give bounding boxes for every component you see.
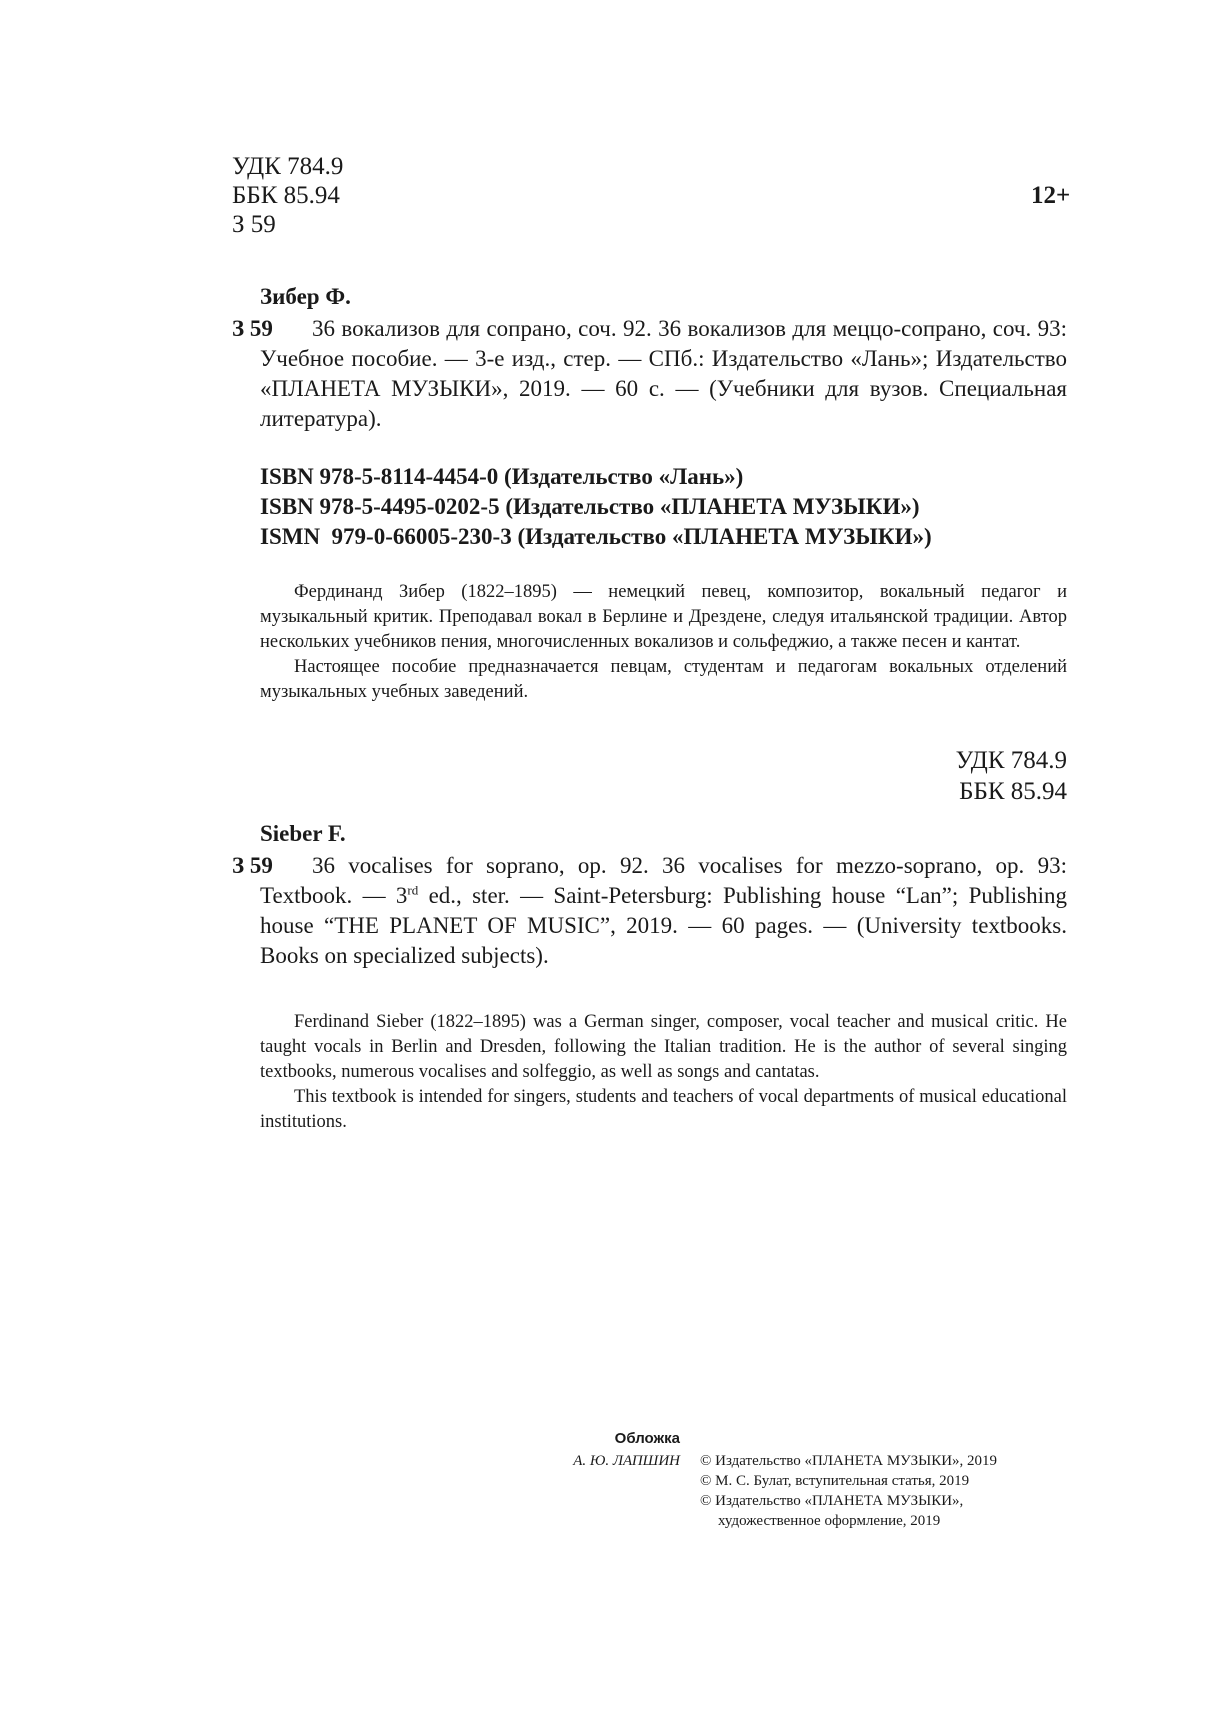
entry-text-ru: 36 вокализов для сопрано, соч. 92. 36 вокализов для меццо-сопрано, соч. 93: Учебное пособие. — 3-е изд., стер. — СПб.: Издательство «Лань»; Издательство «ПЛАНЕТА МУЗЫКИ», 2019. — 60 с. — (Учебники для вузов. Специальная литература). [260,316,1067,431]
copyright-line-4: художественное оформление, 2019 [718,1513,941,1529]
author-mark: З 59 [232,211,276,238]
identifier-block [260,462,932,552]
annotation-ru-paragraph-1: Фердинанд Зибер (1822–1895) — немецкий певец, композитор, вокальный педагог и музыкальный критик. Преподавал вокал в Берлине и Дрездене, следуя итальянской традиции. Автор нескольких учебников пения, многочисленных вокализов и сольфеджио, а также песен и кантат. [260,582,1067,652]
bibliographic-entry-en [232,851,1067,971]
cover-artist: А. Ю. ЛАПШИН [573,1453,680,1469]
isbn-planeta: ISBN 978-5-4495-0202-5 (Издательство «ПЛАНЕТА МУЗЫКИ») [260,494,920,519]
copyright-block [700,1451,997,1531]
entry-text-en-part1: 36 vocalises for soprano, op. 92. 36 vocalises for mezzo-soprano, op. 93: Textbook. — 3 [260,853,1067,908]
author-name-ru: Зибер Ф. [260,284,351,309]
bbk-code-right: ББК 85.94 [959,778,1067,805]
entry-code-en: З 59 [232,853,273,878]
bibliographic-entry-ru [232,314,1067,434]
classification-right [900,745,1067,807]
udk-code: УДК 784.9 [232,153,344,180]
copyright-line-2: © М. С. Булат, вступительная статья, 2019 [700,1473,970,1489]
classification-block [232,152,343,239]
ismn-planeta: ISMN 979-0-66005-230-3 (Издательство «ПЛАНЕТА МУЗЫКИ») [260,524,932,549]
udk-code-right: УДК 784.9 [955,747,1067,774]
age-rating: 12+ [1031,182,1071,209]
annotation-ru [260,580,1067,705]
annotation-en-paragraph-1: Ferdinand Sieber (1822–1895) was a German singer, composer, vocal teacher and musical critic. He taught vocals in Berlin and Dresden, following the Italian tradition. He is the author of several singing textbooks, numerous vocalises and solfeggio, as well as songs and cantatas. [260,1012,1067,1082]
cover-label: Обложка [614,1430,680,1447]
copyright-line-3: © Издательство «ПЛАНЕТА МУЗЫКИ», [700,1493,964,1509]
author-name-en: Sieber F. [260,821,346,846]
entry-code-ru: З 59 [232,316,273,341]
annotation-en-paragraph-2: This textbook is intended for singers, students and teachers of vocal departments of musical educational institutions. [260,1087,1067,1132]
bbk-code: ББК 85.94 [232,182,340,209]
ordinal-suffix: rd [407,882,419,898]
isbn-lan: ISBN 978-5-8114-4454-0 (Издательство «Лань») [260,464,744,489]
copyright-line-1: © Издательство «ПЛАНЕТА МУЗЫКИ», 2019 [700,1453,998,1469]
annotation-en [260,1010,1067,1135]
entry-text-en-part2: ed., ster. — Saint-Petersburg: Publishing house “Lan”; Publishing house “THE PLANET OF MUSIC”, 2019. — 60 pages. — (University textbooks. Books on specialized subjects). [260,883,1067,968]
annotation-ru-paragraph-2: Настоящее пособие предназначается певцам, студентам и педагогам вокальных отделений музыкальных учебных заведений. [260,657,1067,702]
